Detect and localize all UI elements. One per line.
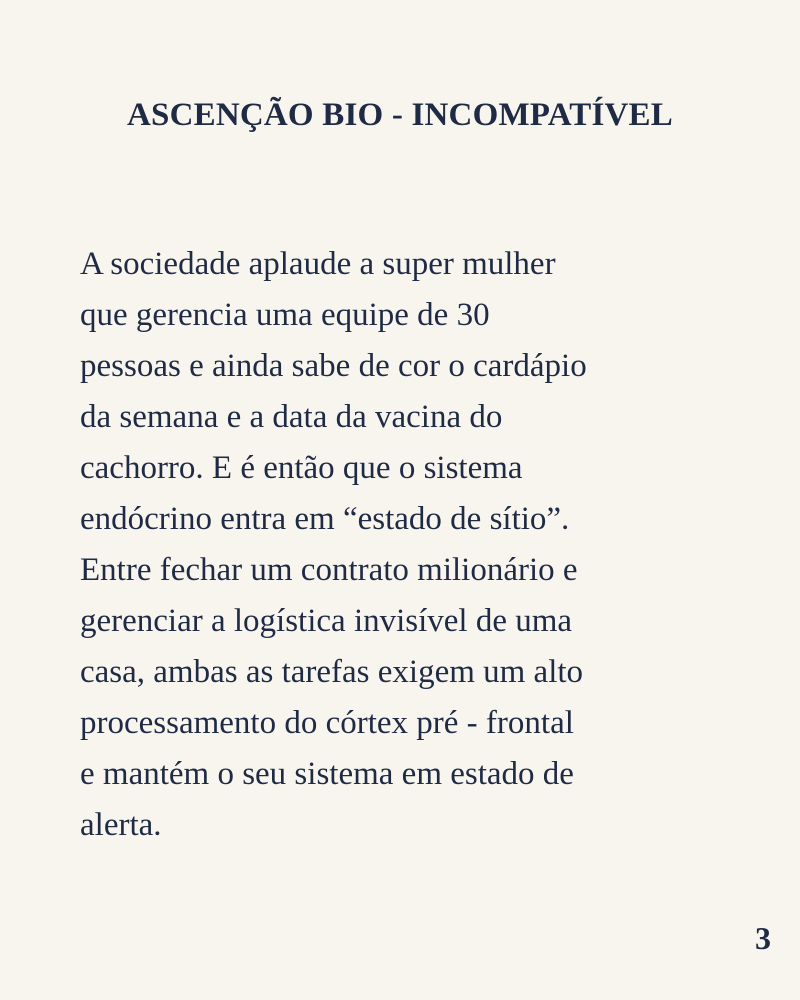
body-line: pessoas e ainda sabe de cor o cardápio — [80, 348, 587, 384]
body-line: gerenciar a logística invisível de uma — [80, 603, 573, 639]
body-line: processamento do córtex pré - frontal — [80, 705, 574, 741]
body-line: e mantém o seu sistema em estado de — [80, 756, 574, 792]
body-line: casa, ambas as tarefas exigem um alto — [80, 654, 584, 690]
body-line: endócrino entra em “estado de sítio”. — [80, 501, 570, 537]
body-line: que gerencia uma equipe de 30 — [80, 297, 490, 333]
page-title: ASCENÇÃO BIO - INCOMPATÍVEL — [127, 97, 673, 133]
body-line: cachorro. E é então que o sistema — [80, 450, 523, 486]
body-line: alerta. — [80, 807, 162, 843]
body-paragraph — [80, 239, 730, 851]
body-line: da semana e a data da vacina do — [80, 399, 503, 435]
body-line: Entre fechar um contrato milionário e — [80, 552, 578, 588]
page-number: 3 — [755, 920, 771, 956]
body-line: A sociedade aplaude a super mulher — [80, 246, 556, 282]
